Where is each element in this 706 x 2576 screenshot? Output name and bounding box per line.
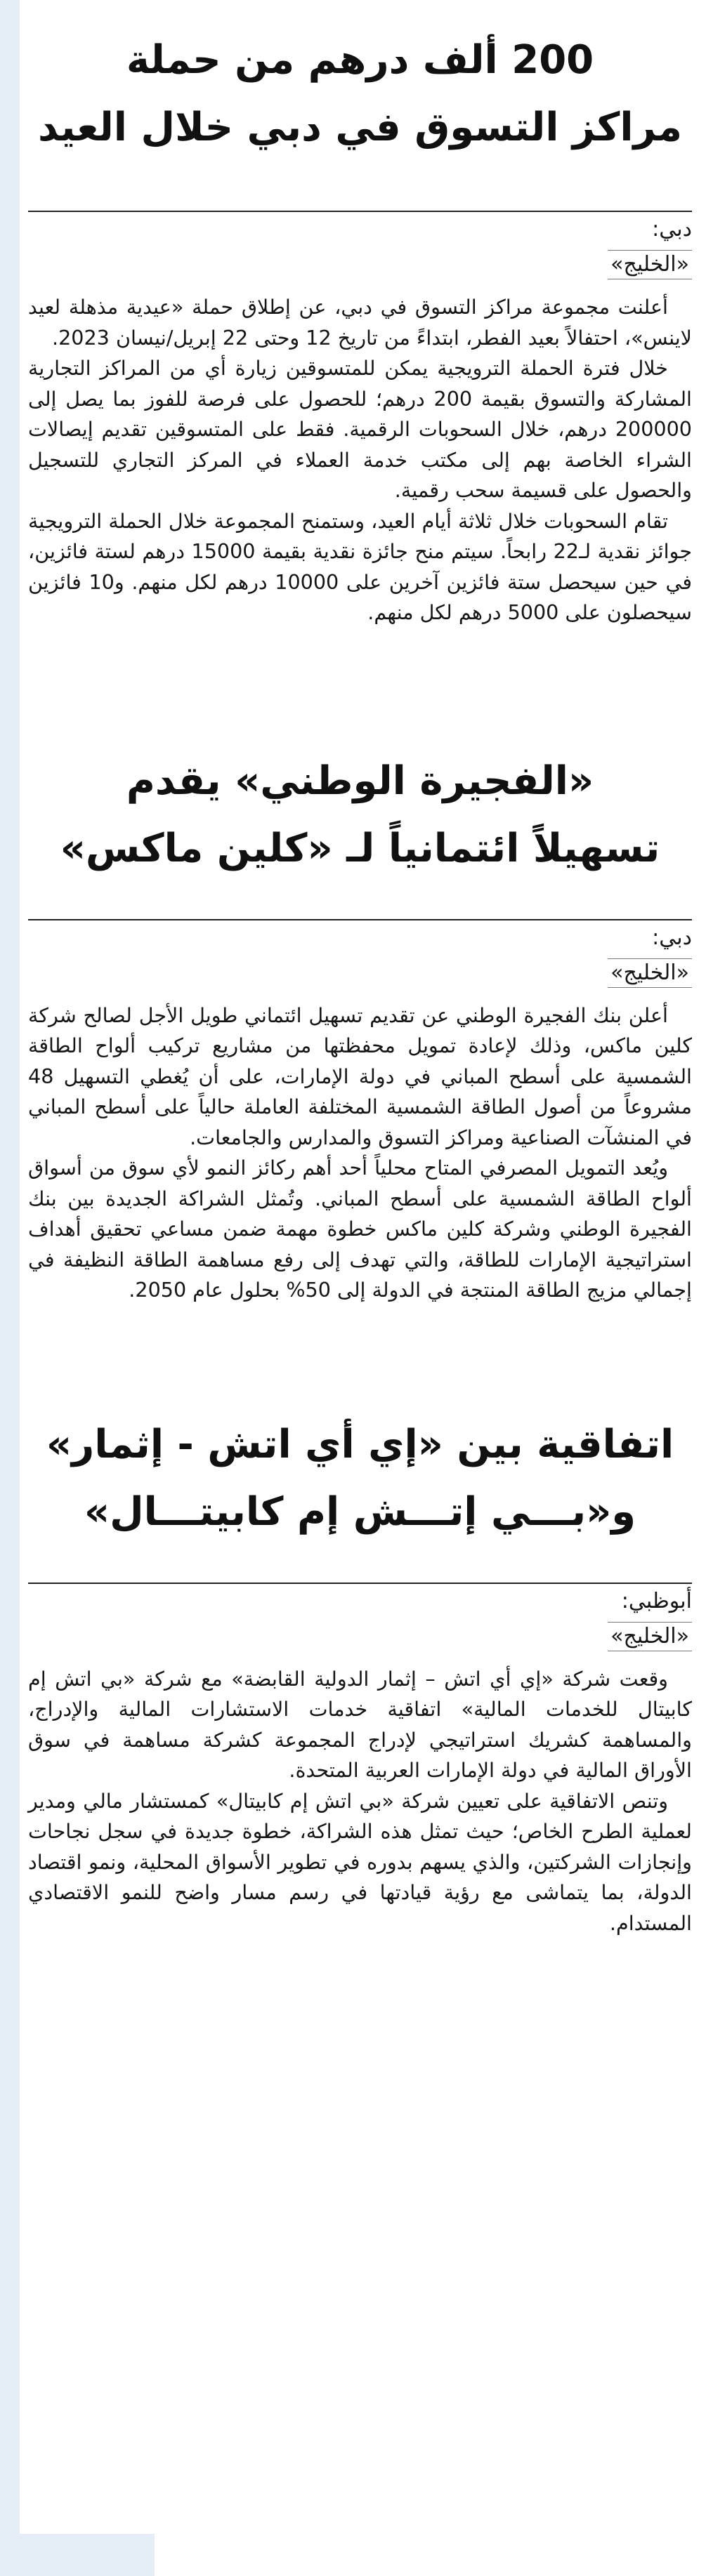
source-label: «الخليج» bbox=[610, 1623, 689, 1649]
source-label: «الخليج» bbox=[610, 252, 689, 277]
margin-strip-bottom bbox=[0, 2534, 155, 2576]
paragraph: وقعت شركة «إي أي اتش – إثمار الدولية القابضة» مع شركة «بي اتش إم كابيتال للخدمات المالية» اتفاقية خدمات الاستشارات المالية والإدراج، والمساهمة كشريك استراتيجي لإدراج المجموعة كشركة مساهمة في سوق الأوراق المالية في دولة الإمارات العربية المتحدة. bbox=[28, 1666, 692, 1782]
paragraph: أعلنت مجموعة مراكز التسوق في دبي، عن إطلاق حملة «عيدية مذهلة لعيد لاينس»، احتفالاً بعيد الفطر، ابتداءً من تاريخ 12 وحتى 22 إبريل/نيسان 2023. bbox=[28, 295, 692, 350]
divider bbox=[28, 211, 692, 212]
headline-line-1: اتفاقية بين «إي أي اتش - إثمار» bbox=[46, 1421, 674, 1467]
headline-line-1: 200 ألف درهم من حملة bbox=[126, 37, 594, 83]
source-credit bbox=[608, 1622, 692, 1651]
margin-strip bbox=[0, 0, 20, 2576]
article-shopping-malls bbox=[28, 0, 692, 628]
paragraph: خلال فترة الحملة الترويجية يمكن للمتسوقين زيارة أي من المراكز التجارية المشاركة والتسوق بقيمة 200 درهم؛ للحصول على فرصة للفوز بما يصل إلى 200000 درهم، خلال السحوبات الرقمية. فقط على المتسوقين تقديم إيصالات الشراء الخاصة بهم إلى مكتب خدمة العملاء في المركز التجاري للتسجيل والحصول على قسيمة سحب رقمية. bbox=[28, 356, 692, 502]
article-headline bbox=[28, 748, 692, 883]
news-column bbox=[28, 0, 692, 1938]
article-headline bbox=[28, 27, 692, 161]
article-body bbox=[28, 1000, 692, 1306]
paragraph: تقام السحوبات خلال ثلاثة أيام العيد، وستمنح المجموعة خلال الحملة الترويجية جوائز نقدية لـ22 رابحاً. سيتم منح جائزة نقدية بقيمة 15000 درهم لستة فائزين، في حين سيحصل ستة فائزين آخرين على 10000 درهم لكل منهم. و10 فائزين سيحصلون على 5000 درهم لكل منهم. bbox=[28, 508, 692, 624]
article-headline bbox=[28, 1411, 692, 1546]
headline-line-2: و«بـــي إتـــش إم كابيتـــال» bbox=[84, 1488, 636, 1535]
dateline: دبي: bbox=[652, 925, 692, 950]
article-eih-ethmar bbox=[28, 1306, 692, 1939]
paragraph: ويُعد التمويل المصرفي المتاح محلياً أحد أهم ركائز النمو لأي سوق من أسواق ألواح الطاقة الشمسية على أسطح المباني. وتُمثل الشراكة الجديدة بين بنك الفجيرة الوطني وشركة كلين ماكس خطوة مهمة ضمن مساعي تحقيق أهداف استراتيجية الإمارات للطاقة، والتي تهدف إلى رفع مساهمة الطاقة النظيفة في إجمالي مزيج الطاقة المنتجة في الدولة إلى 50% بحلول عام 2050. bbox=[28, 1156, 692, 1302]
article-body bbox=[28, 292, 692, 628]
source-label: «الخليج» bbox=[610, 960, 689, 985]
paragraph: وتنص الاتفاقية على تعيين شركة «بي اتش إم كابيتال» كمستشار مالي ومدير لعملية الطرح الخاص؛ حيث تمثل هذه الشراكة، خطوة جديدة في سجل نجاحات وإنجازات الشركتين، والذي يسهم بدوره في تطوير الأسواق المحلية، ونمو اقتصاد الدولة، بما يتماشى مع رؤية قيادتها في رسم مسار واضح للنمو الاقتصادي المستدام. bbox=[28, 1788, 692, 1935]
divider bbox=[28, 919, 692, 920]
article-body bbox=[28, 1664, 692, 1939]
source-credit bbox=[608, 250, 692, 279]
paragraph: أعلن بنك الفجيرة الوطني عن تقديم تسهيل ائتماني طويل الأجل لصالح شركة كلين ماكس، وذلك لإعادة تمويل محفظتها من مشاريع تركيب ألواح الطاقة الشمسية على أسطح المباني في دولة الإمارات، على أن يُغطي التسهيل 48 مشروعاً من أصول الطاقة الشمسية المختلفة العاملة حالياً على أسطح المباني في المنشآت الصناعية ومراكز التسوق والمدارس والجامعات. bbox=[28, 1003, 692, 1149]
source-credit bbox=[608, 958, 692, 988]
article-fujairah-bank bbox=[28, 628, 692, 1306]
headline-line-2: مراكز التسوق في دبي خلال العيد bbox=[37, 105, 683, 150]
divider bbox=[28, 1583, 692, 1584]
dateline: أبوظبي: bbox=[621, 1588, 692, 1613]
dateline: دبي: bbox=[652, 217, 692, 242]
headline-line-2: تسهيلاً ائتمانياً لـ «كلين ماكس» bbox=[60, 825, 660, 871]
headline-line-1: «الفجيرة الوطني» يقدم bbox=[126, 758, 594, 804]
